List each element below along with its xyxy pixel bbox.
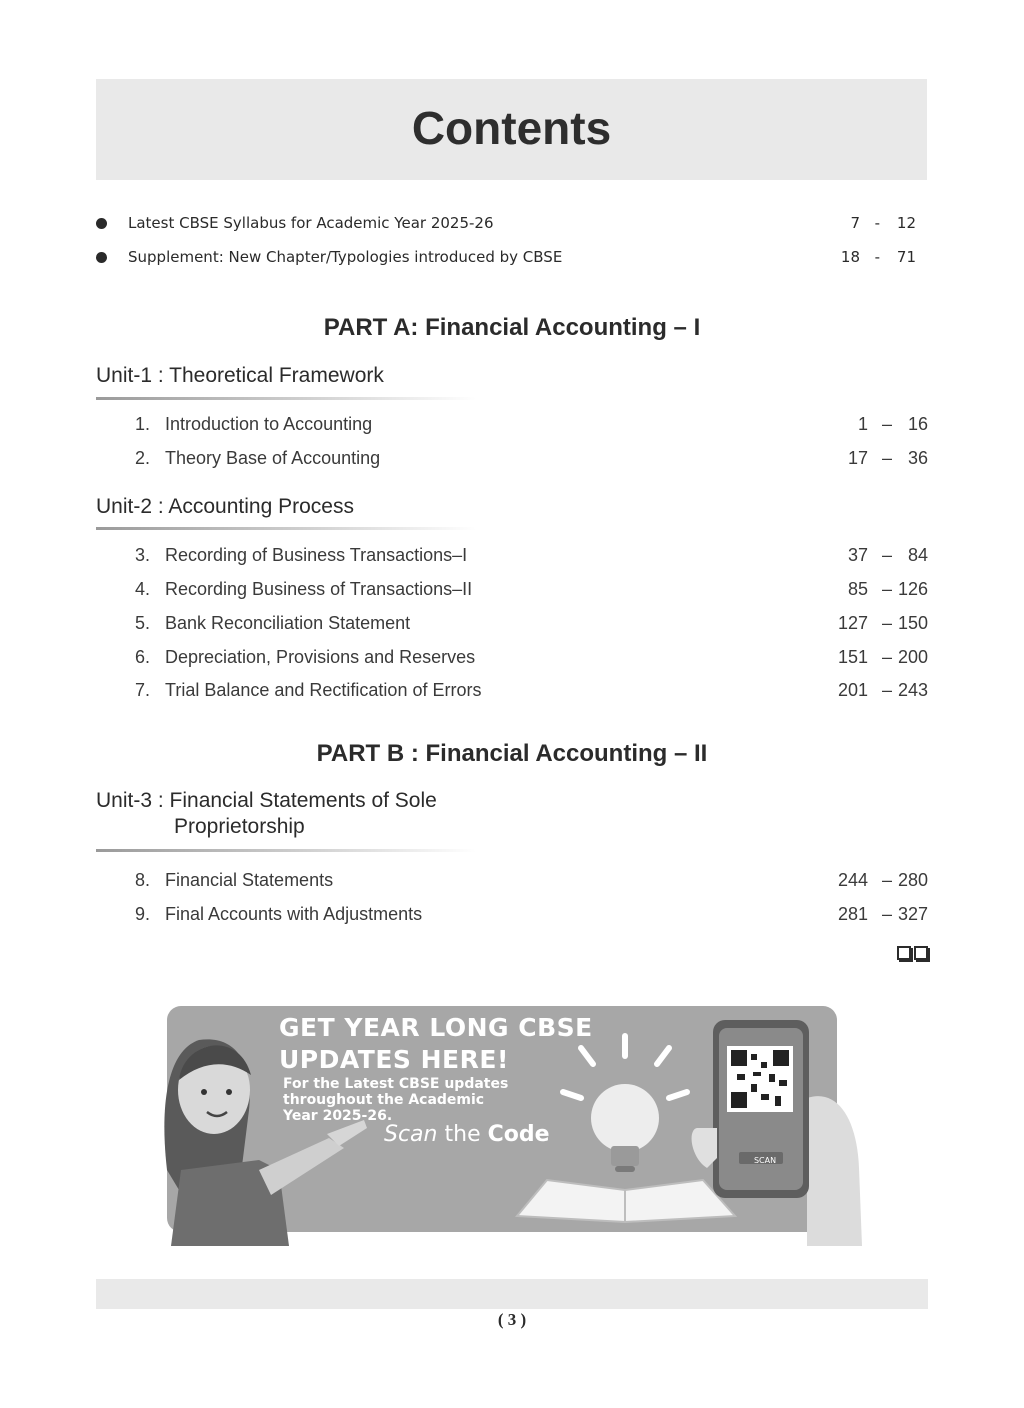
unit-2-heading: Unit-2 : Accounting Process [96, 495, 354, 518]
item-title: Latest CBSE Syllabus for Academic Year 2025-26 [128, 214, 494, 232]
page-separator: – [882, 870, 893, 890]
scan-word: Scan [384, 1122, 438, 1147]
unit-3-heading-line-2: Proprietorship [174, 815, 305, 838]
page-title: Contents [411, 102, 612, 154]
page-separator: – [882, 579, 893, 599]
banner-headline-line-1: GET YEAR LONG CBSE [279, 1013, 593, 1042]
page-separator: - [874, 214, 880, 232]
page-separator: – [882, 647, 893, 667]
chapter-number: 5. [134, 613, 150, 633]
page-start: 201 [837, 680, 868, 700]
page-end: 16 [907, 414, 928, 434]
page-separator: – [882, 904, 893, 924]
chapter-title: Final Accounts with Adjustments [165, 904, 423, 924]
page-start: 17 [847, 448, 868, 468]
chapter-title: Trial Balance and Rectification of Errors [165, 680, 482, 700]
page-end: 71 [896, 248, 916, 266]
toc-row[interactable] [96, 870, 930, 894]
footer-band [96, 1279, 928, 1309]
chapter-number: 9. [134, 904, 150, 924]
toc-row[interactable] [96, 904, 930, 928]
code-word: Code [487, 1122, 550, 1147]
bullet-icon [96, 252, 107, 263]
chapter-title: Recording of Business Transactions–I [165, 545, 468, 565]
chapter-title: Recording Business of Transactions–II [165, 579, 473, 599]
chapter-number: 8. [134, 870, 150, 890]
chapter-number: 3. [134, 545, 150, 565]
divider [96, 527, 476, 530]
toc-row[interactable] [96, 545, 930, 569]
promo-banner[interactable] [167, 1006, 837, 1232]
page-separator: – [882, 448, 893, 468]
page-end: 84 [907, 545, 928, 565]
page-start: 18 [840, 248, 860, 266]
page-start: 7 [850, 214, 860, 232]
toc-row[interactable] [96, 579, 930, 603]
page-start: 37 [847, 545, 868, 565]
unit-3-heading [96, 788, 437, 840]
page-end: 327 [897, 904, 928, 924]
chapter-title: Depreciation, Provisions and Reserves [165, 647, 476, 667]
end-mark-icon [897, 946, 931, 960]
page-end: 150 [897, 613, 928, 633]
chapter-title: Bank Reconciliation Statement [165, 613, 411, 633]
chapter-number: 4. [134, 579, 150, 599]
page-end: 200 [897, 647, 928, 667]
unit-1-heading: Unit-1 : Theoretical Framework [96, 364, 384, 387]
toc-row[interactable] [96, 680, 930, 704]
phone-qr-icon [687, 1018, 867, 1246]
part-b-heading: PART B : Financial Accounting – II [316, 740, 708, 767]
banner-subtext-line-1: For the Latest CBSE updates [283, 1076, 509, 1092]
toc-row[interactable] [96, 448, 930, 472]
item-title: Supplement: New Chapter/Typologies introduced by CBSE [128, 248, 563, 266]
the-word: the [444, 1122, 481, 1147]
banner-headline-line-2: UPDATES HERE! [279, 1045, 509, 1074]
page-end: 280 [897, 870, 928, 890]
chapter-number: 7. [134, 680, 150, 700]
page-separator: – [882, 613, 893, 633]
chapter-title: Introduction to Accounting [165, 414, 373, 434]
chapter-number: 6. [134, 647, 150, 667]
page-start: 127 [837, 613, 868, 633]
part-a-heading: PART A: Financial Accounting – I [323, 314, 701, 341]
banner-subtext-line-2: throughout the Academic [283, 1092, 485, 1108]
chapter-title: Theory Base of Accounting [165, 448, 381, 468]
page-separator: - [874, 248, 880, 266]
page-end: 243 [897, 680, 928, 700]
page-start: 151 [837, 647, 868, 667]
banner-subtext-line-3: Year 2025-26. [283, 1108, 393, 1124]
chapter-number: 2. [134, 448, 150, 468]
list-item [96, 246, 920, 270]
page-start: 244 [837, 870, 868, 890]
divider [96, 849, 476, 852]
page-end: 36 [907, 448, 928, 468]
page-separator: – [882, 545, 893, 565]
scan-button[interactable]: SCAN [753, 1156, 777, 1165]
chapter-number: 1. [134, 414, 150, 434]
page-start: 85 [847, 579, 868, 599]
title-band [96, 79, 927, 180]
page-separator: – [882, 680, 893, 700]
page-start: 1 [857, 414, 868, 434]
page-end: 126 [897, 579, 928, 599]
chapter-title: Financial Statements [165, 870, 334, 890]
bullet-icon [96, 218, 107, 229]
unit-3-heading-line-1: Unit-3 : Financial Statements of Sole [96, 789, 437, 812]
page-separator: – [882, 414, 893, 434]
toc-row[interactable] [96, 414, 930, 438]
page-end: 12 [896, 214, 916, 232]
banner-subtext [283, 1076, 523, 1124]
toc-row[interactable] [96, 613, 930, 637]
page-start: 281 [837, 904, 868, 924]
toc-row[interactable] [96, 647, 930, 671]
page-number: ( 3 ) [497, 1310, 527, 1329]
list-item [96, 212, 920, 236]
divider [96, 397, 476, 400]
